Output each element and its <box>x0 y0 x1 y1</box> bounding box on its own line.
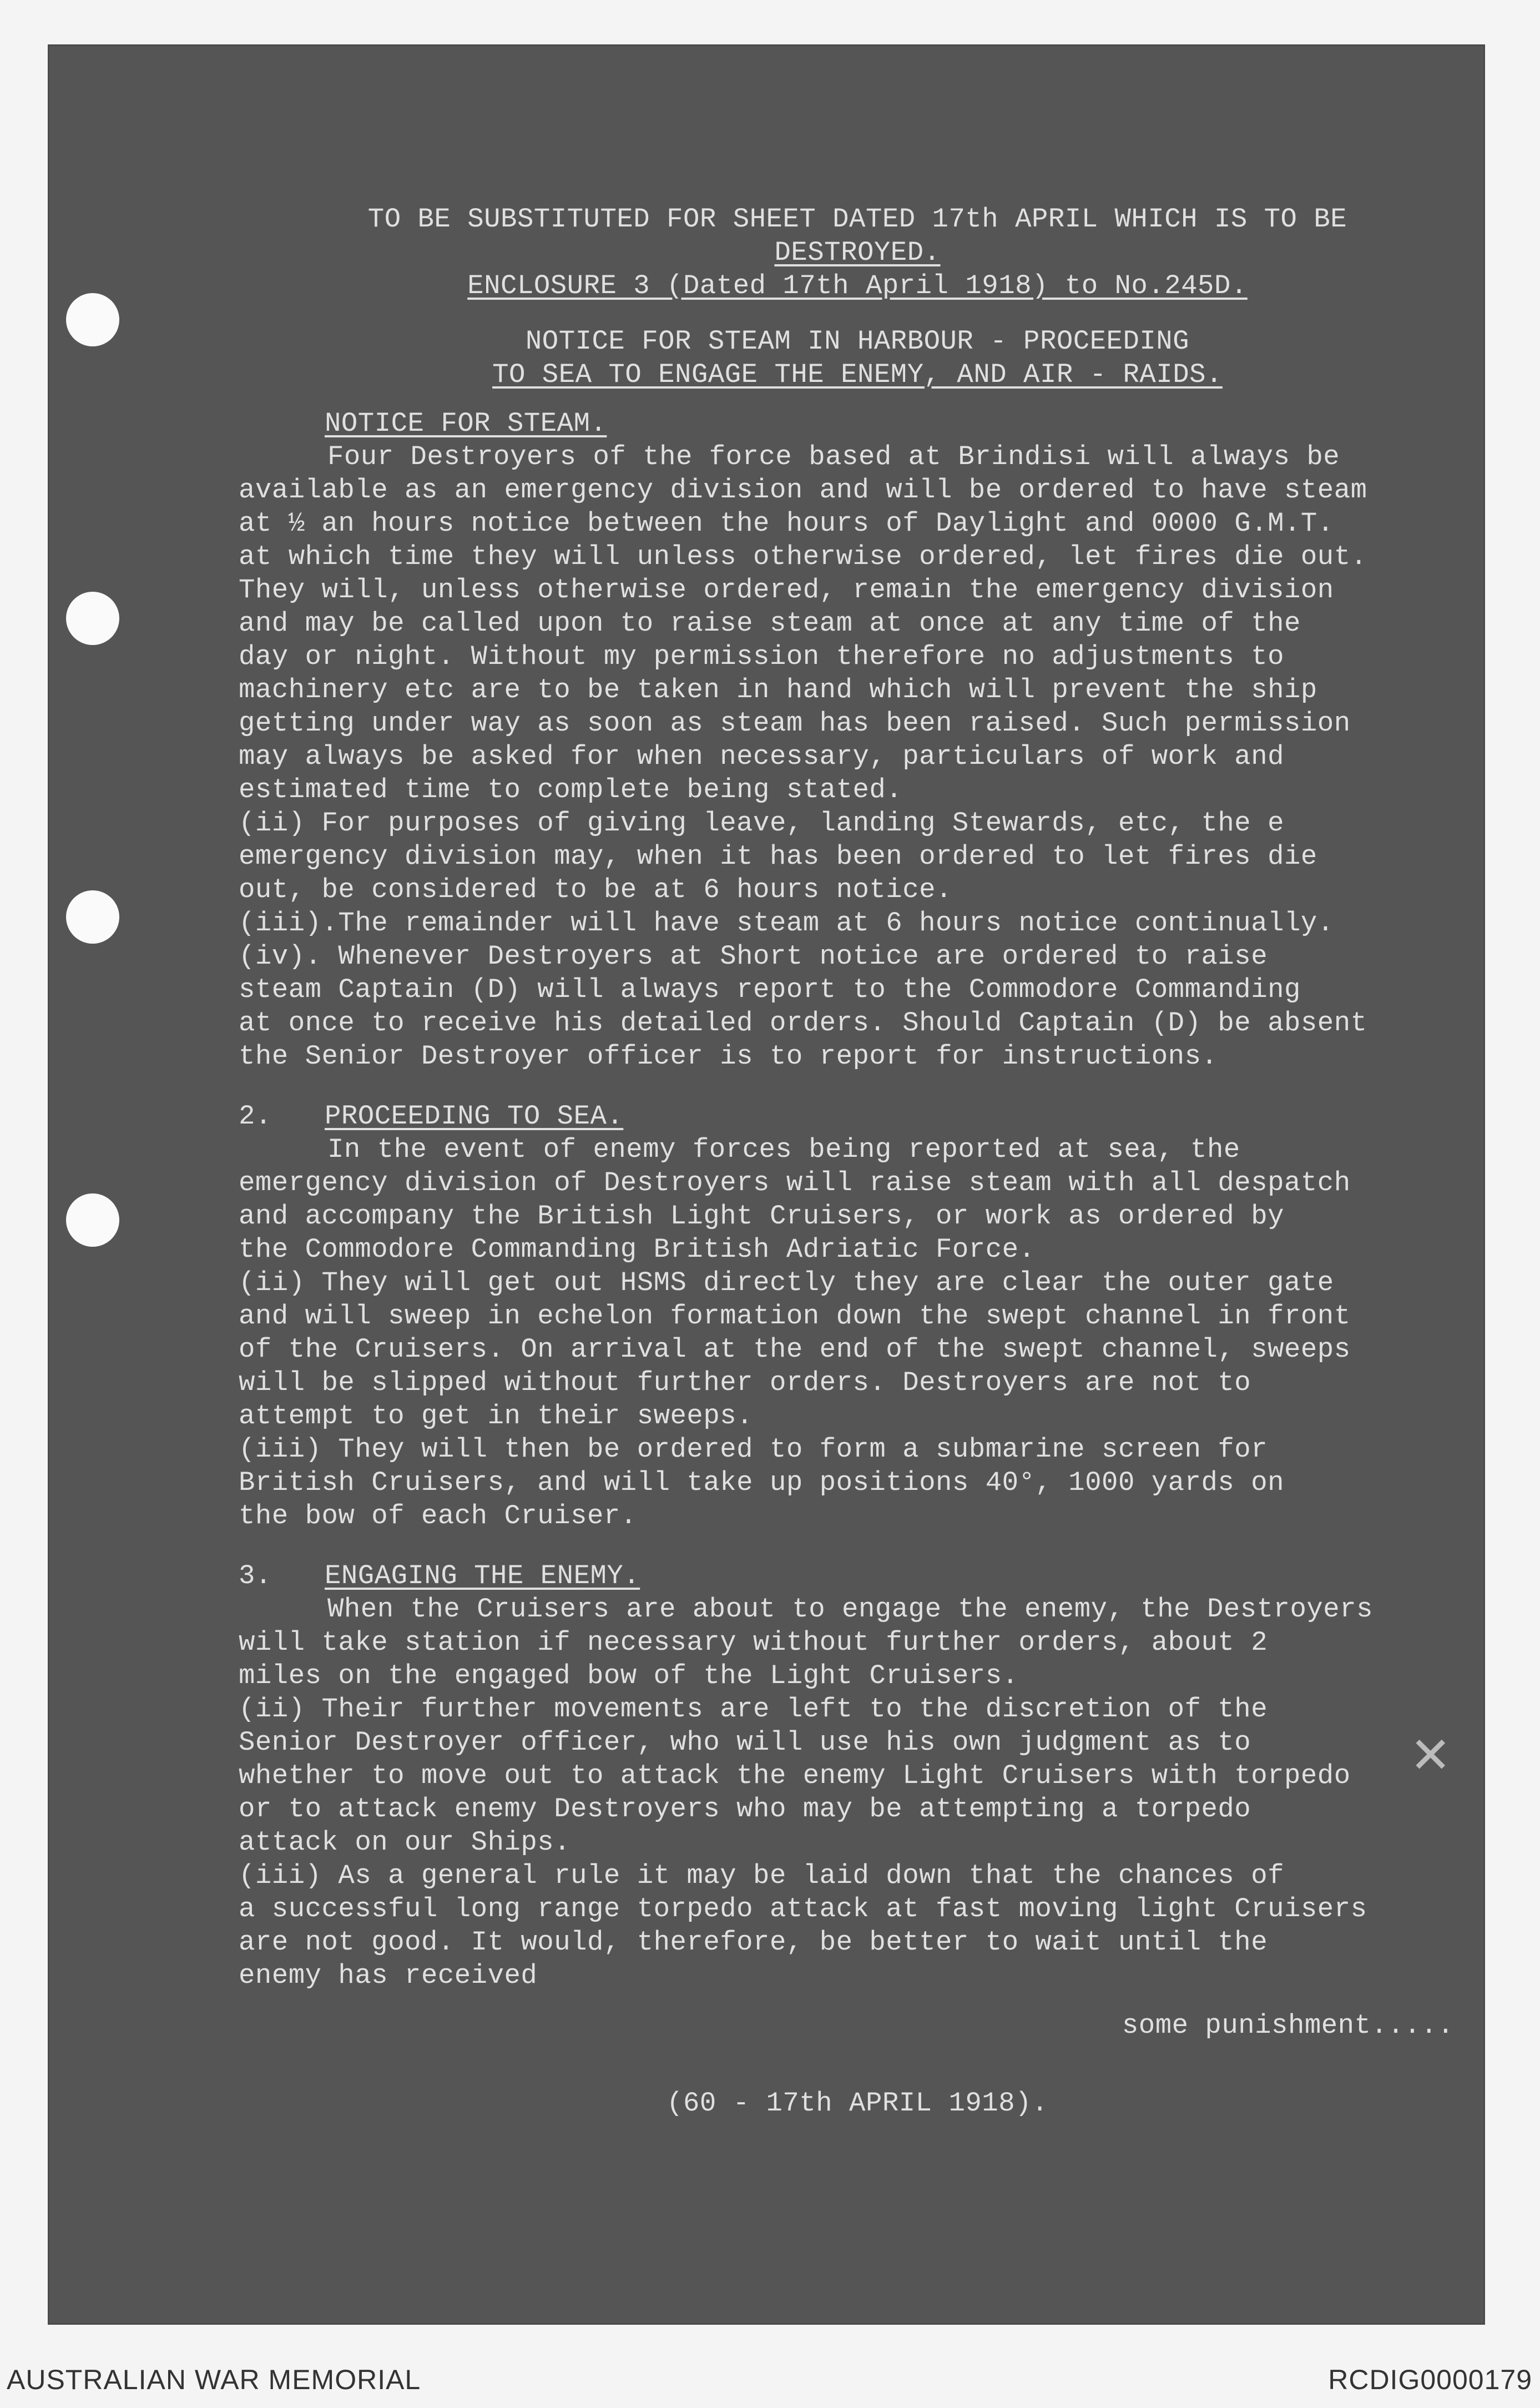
text-line: getting under way as soon as steam has been raised. Such permission <box>239 708 1351 739</box>
text-line: of the Cruisers. On arrival at the end of the swept channel, sweeps <box>239 1334 1351 1365</box>
section-3-para-2 <box>239 1692 1476 1859</box>
section-2-para-1 <box>239 1133 1476 1266</box>
text-line: available as an emergency division and will be ordered to have steam <box>239 475 1367 506</box>
punch-hole <box>66 1193 119 1247</box>
text-line: steam Captain (D) will always report to the Commodore Commanding <box>239 974 1301 1005</box>
text-line: are not good. It would, therefore, be better to wait until the <box>239 1927 1268 1958</box>
section-title: ENGAGING THE ENEMY. <box>325 1560 640 1591</box>
text-line: (ii) For purposes of giving leave, landing Stewards, etc, the e <box>239 808 1285 839</box>
text-line: will be slipped without further orders. Destroyers are not to <box>239 1367 1251 1398</box>
text-line: at once to receive his detailed orders. Should Captain (D) be absent <box>239 1007 1367 1039</box>
text-line: (iii) They will then be ordered to form a submarine screen for <box>239 1434 1268 1465</box>
punch-hole <box>66 293 119 346</box>
text-line: In the event of enemy forces being reported at sea, the <box>327 1134 1240 1165</box>
text-line: estimated time to complete being stated. <box>239 774 903 805</box>
text-line: the Senior Destroyer officer is to report for instructions. <box>239 1041 1218 1072</box>
text-line: and accompany the British Light Cruisers, or work as ordered by <box>239 1201 1285 1232</box>
text-line: (iii).The remainder will have steam at 6 hours notice continually. <box>239 908 1334 939</box>
section-1-para-1 <box>239 440 1476 807</box>
text-line: (ii) They will get out HSMS directly they are clear the outer gate <box>239 1267 1334 1298</box>
text-line: Four Destroyers of the force based at Brindisi will always be <box>327 441 1340 472</box>
enclosure-reference: ENCLOSURE 3 (Dated 17th April 1918) to No.245D. <box>467 270 1248 301</box>
text-line: machinery etc are to be taken in hand which will prevent the ship <box>239 674 1317 706</box>
text-line: Senior Destroyer officer, who will use his own judgment as to <box>239 1727 1251 1758</box>
section-title: PROCEEDING TO SEA. <box>325 1101 624 1132</box>
section-number: 3. <box>239 1560 272 1591</box>
text-line: or to attack enemy Destroyers who may be attempting a torpedo <box>239 1794 1251 1825</box>
text-line: and will sweep in echelon formation down the swept channel in front <box>239 1301 1351 1332</box>
document-title-line-2: TO SEA TO ENGAGE THE ENEMY, AND AIR - RAIDS. <box>492 359 1223 390</box>
text-line: attempt to get in their sweeps. <box>239 1401 754 1432</box>
text-line: day or night. Without my permission therefore no adjustments to <box>239 641 1285 672</box>
text-line: (ii) Their further movements are left to the discretion of the <box>239 1694 1268 1725</box>
text-line: (iii) As a general rule it may be laid down that the chances of <box>239 1860 1285 1891</box>
text-line: emergency division may, when it has been ordered to let fires die <box>239 841 1317 872</box>
section-3-heading <box>239 1559 1476 1593</box>
text-line: attack on our Ships. <box>239 1827 571 1858</box>
document-text <box>239 203 1476 2120</box>
continuation-note: some punishment..... <box>1122 2010 1454 2041</box>
punch-hole <box>66 890 119 944</box>
substitution-note: TO BE SUBSTITUTED FOR SHEET DATED 17th APRIL WHICH IS TO BE <box>367 204 1347 235</box>
text-line: will take station if necessary without further orders, about 2 <box>239 1627 1268 1658</box>
archive-reference: RCDIG0000179 <box>1328 2364 1532 2395</box>
document-title-line-1: NOTICE FOR STEAM IN HARBOUR - PROCEEDING <box>525 326 1190 357</box>
page-dateline: (60 - 17th APRIL 1918). <box>667 2088 1048 2119</box>
text-line: and may be called upon to raise steam at once at any time of the <box>239 608 1301 639</box>
destroyed-note: DESTROYED. <box>774 237 941 268</box>
section-1-para-3 <box>239 906 1476 940</box>
text-line: miles on the engaged bow of the Light Cruisers. <box>239 1660 1019 1691</box>
section-3-para-1 <box>239 1593 1476 1692</box>
text-line: a successful long range torpedo attack at fast moving light Cruisers <box>239 1893 1367 1925</box>
text-line: may always be asked for when necessary, particulars of work and <box>239 741 1285 772</box>
archive-credit: AUSTRALIAN WAR MEMORIAL <box>7 2364 421 2395</box>
text-line: the Commodore Commanding British Adriatic Force. <box>239 1234 1036 1265</box>
text-line: (iv). Whenever Destroyers at Short notice are ordered to raise <box>239 941 1268 972</box>
section-1-heading: NOTICE FOR STEAM. <box>325 408 607 439</box>
text-line: whether to move out to attack the enemy Light Cruisers with torpedo <box>239 1760 1351 1791</box>
section-2-heading <box>239 1100 1476 1133</box>
section-3-para-3 <box>239 1859 1476 1992</box>
text-line: the bow of each Cruiser. <box>239 1500 637 1532</box>
text-line: at which time they will unless otherwise ordered, let fires die out. <box>239 541 1367 572</box>
text-line: at ½ an hours notice between the hours of Daylight and 0000 G.M.T. <box>239 508 1334 539</box>
text-line: emergency division of Destroyers will raise steam with all despatch <box>239 1167 1351 1198</box>
text-line: They will, unless otherwise ordered, remain the emergency division <box>239 575 1334 606</box>
section-number: 2. <box>239 1101 272 1132</box>
text-line: out, be considered to be at 6 hours notice. <box>239 874 952 905</box>
punch-hole <box>66 592 119 645</box>
section-1-para-2 <box>239 807 1476 906</box>
text-line: When the Cruisers are about to engage the enemy, the Destroyers <box>327 1594 1374 1625</box>
section-2-para-3 <box>239 1433 1476 1533</box>
section-2-para-2 <box>239 1266 1476 1433</box>
x-mark-icon: ✕ <box>1410 1726 1452 1785</box>
text-line: British Cruisers, and will take up positions 40°, 1000 yards on <box>239 1467 1285 1498</box>
section-1-para-4 <box>239 940 1476 1073</box>
text-line: enemy has received <box>239 1960 538 1991</box>
